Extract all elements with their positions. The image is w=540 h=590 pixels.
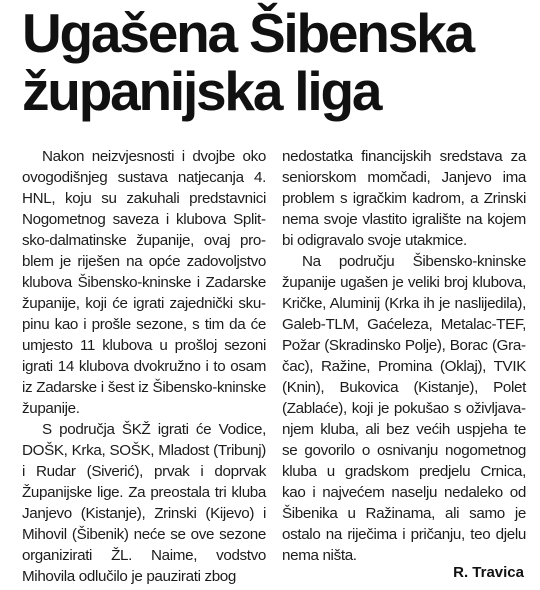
paragraph-continued: nedostatka financijskih sredstava za seniorskom momčadi, Janjevo ima problem s igračkim kadrom, a Zrinski nema svoje vlastito igralište na kojem bi odigravalo svoje utakmice. [282,148,526,249]
author-byline: R. Travica [453,564,524,581]
paragraph: Na području Šibensko-kninske županije ugašen je veliki broj klubova, Kričke, Aluminij (Krka ih je naslijedila), Galeb-TLM, Gaćeleza, Metalac-TEF, Požar (Skradinsko Polje), Borac (Gračac), Ražine, Promina (Oklaj), TVIK (Knin), Bukovica (Kistanje), Polet (Zablaće), koji je pokušao s oživljavanjem kluba, ali bez većih uspjeha te se govorilo o osnivanju nogometnog kluba u gradskom predjelu Crnica, kao i najvećem naselju nedaleko od Šibenika u Ražinama, ali samo je ostalo na riječima i pričanju, teo djelu nema ništa. [282,253,526,564]
headline-line-2: županijska liga [22,60,381,122]
paragraph: Nakon neizvjesnosti i dvojbe oko ovogodišnjeg sustava natjecanja 4. HNL, koju su zakuhali predstavnici Nogometnog saveza i klubova Splitsko-dalmatinske županije, ovaj problem je riješen na opće zadovoljstvo klubova Šibensko-kninske i Zadarske županije, koji će igrati zajednički skupinu kao i prošle sezone, s tim da će umjesto 11 klubova u prošloj sezoni igrati 14 klubova dvokružno i to osam iz Zadarske i šest iz Šibensko-kninske županije. [22,148,266,417]
article-column-right [282,146,526,566]
headline-line-1: Ugašena Šibenska [22,2,473,64]
paragraph: S područja ŠKŽ igrati će Vodice, DOŠK, Krka, SOŠK, Mladost (Tribunj) i Rudar (Siverić), prvak i doprvak Županijske lige. Za preostala tri kluba Janjevo (Kistanje), Zrinski (Kijevo) i Mihovil (Šibenik) neće se ove sezone organizirati ŽL. Naime, vodstvo Mihovila odlučilo je pauzirati zbog [22,421,266,585]
article-headline [22,4,532,120]
article-column-left [22,146,266,587]
